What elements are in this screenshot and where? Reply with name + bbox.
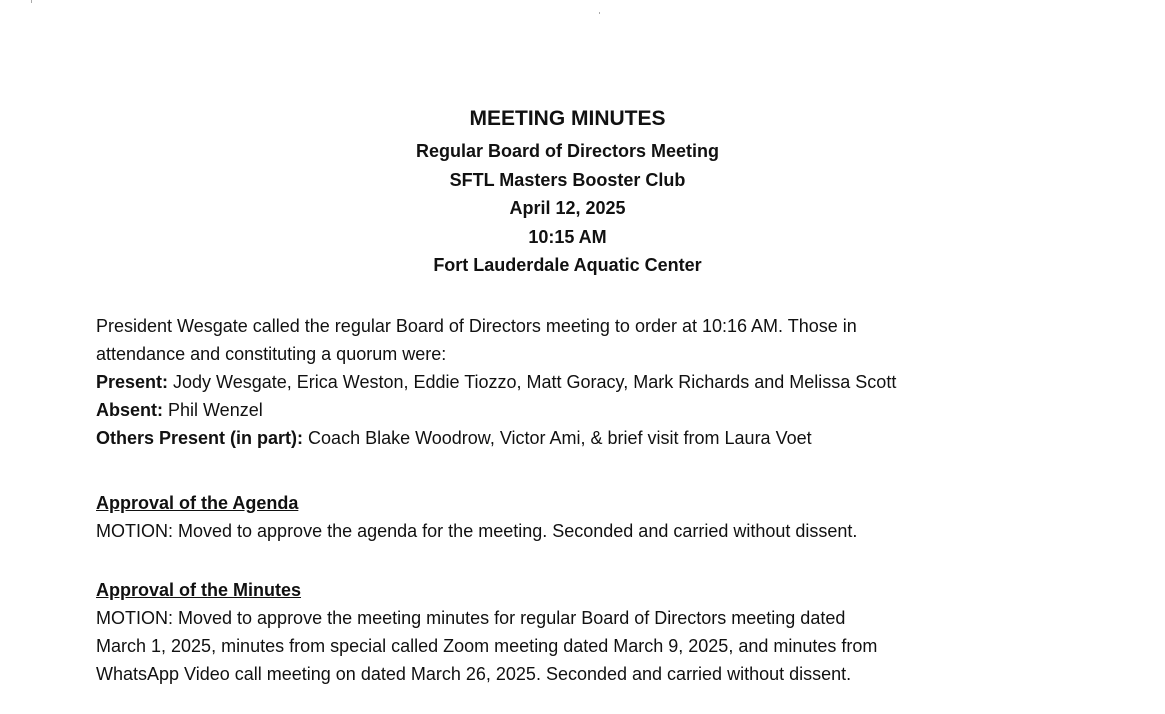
document-title: MEETING MINUTES — [469, 107, 666, 130]
others-label: Others Present (in part): — [96, 428, 304, 448]
section-text: MOTION: Moved to approve the agenda for the meeting. Seconded and carried without dissent. — [96, 521, 858, 541]
scan-speck — [599, 12, 600, 14]
absent-label: Absent: — [96, 400, 163, 420]
absent-value: Phil Wenzel — [163, 400, 263, 420]
present-value: Jody Wesgate, Erica Weston, Eddie Tiozzo, Matt Goracy, Mark Richards and Melissa Scott — [168, 372, 897, 392]
others-row — [96, 424, 1136, 452]
meeting-time: 10:15 AM — [528, 227, 607, 247]
section-text: WhatsApp Video call meeting on dated March 26, 2025. Seconded and carried without dissent. — [96, 664, 852, 684]
absent-row — [96, 396, 1136, 424]
present-row — [96, 368, 1136, 396]
opening-line: President Wesgate called the regular Board of Directors meeting to order at 10:16 AM. Those in — [96, 316, 857, 336]
section-agenda — [96, 489, 1136, 545]
scan-speck — [31, 0, 32, 3]
opening-paragraph — [96, 312, 1136, 452]
section-minutes — [96, 576, 1136, 688]
meeting-date: April 12, 2025 — [509, 198, 626, 218]
present-label: Present: — [96, 372, 169, 392]
section-text: MOTION: Moved to approve the meeting minutes for regular Board of Directors meeting dated — [96, 608, 846, 628]
section-heading: Approval of the Minutes — [96, 580, 302, 600]
meeting-location: Fort Lauderdale Aquatic Center — [433, 255, 702, 275]
meeting-type: Regular Board of Directors Meeting — [415, 141, 720, 161]
organization-name: SFTL Masters Booster Club — [449, 170, 686, 190]
opening-line: attendance and constituting a quorum were: — [96, 344, 447, 364]
others-value: Coach Blake Woodrow, Victor Ami, & brief visit from Laura Voet — [303, 428, 812, 448]
section-text: March 1, 2025, minutes from special called Zoom meeting dated March 9, 2025, and minutes from — [96, 636, 878, 656]
section-heading: Approval of the Agenda — [96, 493, 299, 513]
